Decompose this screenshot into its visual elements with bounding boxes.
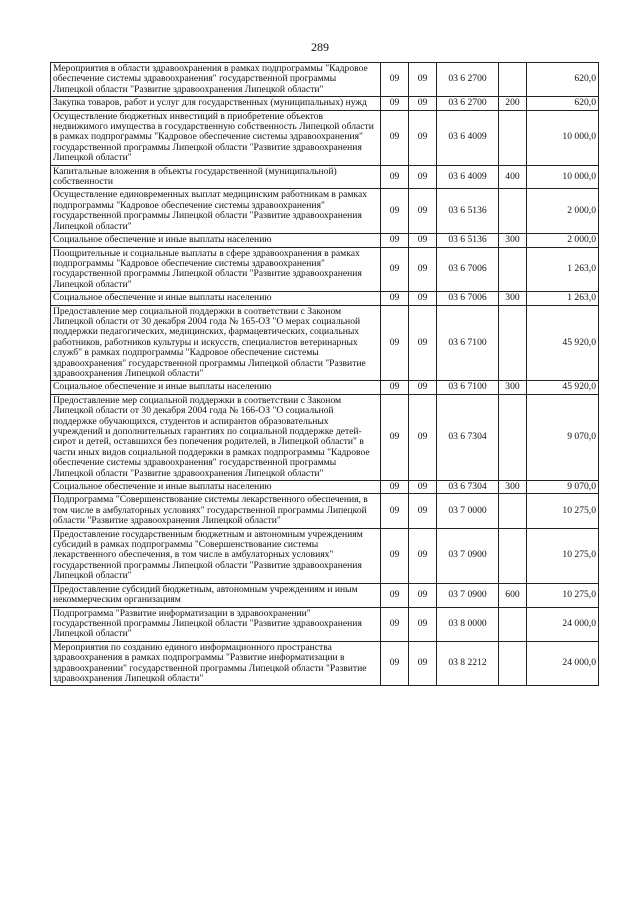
row-section: 09 — [381, 583, 409, 607]
row-name: Социальное обеспечение и иные выплаты населению — [51, 234, 381, 247]
table-row — [51, 165, 599, 189]
table-row — [51, 381, 599, 394]
row-name: Социальное обеспечение и иные выплаты населению — [51, 381, 381, 394]
row-subsection: 09 — [409, 189, 437, 234]
row-sum: 10 000,0 — [527, 110, 599, 165]
row-section: 09 — [381, 305, 409, 381]
table-row — [51, 394, 599, 480]
row-target-article: 03 6 7304 — [437, 481, 499, 494]
row-name: Предоставление мер социальной поддержки в соответствии с Законом Липецкой области от 30 декабря 2004 года № 165-ОЗ "О мерах социальной поддержки педагогических, медицинских, фармацевтических, социальных работников, работников культуры и искусств, специалистов ветеринарных служб" в рамках подпрограммы "Кадровое обеспечение системы здравоохранения" государственной программы Липецкой области "Развитие здравоохранения Липецкой области" — [51, 305, 381, 381]
row-section: 09 — [381, 528, 409, 583]
row-name: Предоставление государственным бюджетным и автономным учреждениям субсидий в рамках подпрограммы "Совершенствование системы лекарственного обеспечения, в том числе в амбулаторных условиях" государственной программы Липецкой области "Развитие здравоохранения Липецкой области" — [51, 528, 381, 583]
row-sum: 45 920,0 — [527, 305, 599, 381]
row-subsection: 09 — [409, 305, 437, 381]
row-sum: 620,0 — [527, 97, 599, 110]
row-expense-type — [499, 305, 527, 381]
row-sum: 10 275,0 — [527, 528, 599, 583]
row-subsection: 09 — [409, 165, 437, 189]
row-target-article: 03 6 5136 — [437, 189, 499, 234]
row-subsection: 09 — [409, 528, 437, 583]
row-target-article: 03 7 0900 — [437, 583, 499, 607]
row-section: 09 — [381, 607, 409, 641]
table-row — [51, 641, 599, 686]
row-subsection: 09 — [409, 234, 437, 247]
row-name: Предоставление субсидий бюджетным, автономным учреждениям и иным некоммерческим организациям — [51, 583, 381, 607]
row-name: Осуществление бюджетных инвестиций в приобретение объектов недвижимого имущества в государственную собственность Липецкой области в рамках подпрограммы "Кадровое обеспечение системы здравоохранения" государственной программы Липецкой области "Развитие здравоохранения Липецкой области" — [51, 110, 381, 165]
row-sum: 24 000,0 — [527, 607, 599, 641]
row-target-article: 03 6 7006 — [437, 292, 499, 305]
row-section: 09 — [381, 394, 409, 480]
row-name: Социальное обеспечение и иные выплаты населению — [51, 292, 381, 305]
row-section: 09 — [381, 292, 409, 305]
row-name: Мероприятия по созданию единого информационного пространства здравоохранения в рамках подпрограммы "Развитие информатизации в здравоохранении" государственной программы Липецкой области "Развитие здравоохранения Липецкой области" — [51, 641, 381, 686]
row-section: 09 — [381, 234, 409, 247]
row-expense-type — [499, 528, 527, 583]
row-target-article: 03 6 7100 — [437, 305, 499, 381]
row-target-article: 03 7 0900 — [437, 528, 499, 583]
table-row — [51, 292, 599, 305]
table-row — [51, 97, 599, 110]
row-name: Осуществление единовременных выплат медицинским работникам в рамках подпрограммы "Кадровое обеспечение системы здравоохранения" государственной программы Липецкой области "Развитие здравоохранения Липецкой области" — [51, 189, 381, 234]
row-target-article: 03 6 2700 — [437, 97, 499, 110]
row-expense-type: 600 — [499, 583, 527, 607]
row-sum: 10 000,0 — [527, 165, 599, 189]
row-expense-type — [499, 63, 527, 97]
row-subsection: 09 — [409, 110, 437, 165]
row-section: 09 — [381, 247, 409, 292]
table-row — [51, 305, 599, 381]
row-expense-type: 300 — [499, 234, 527, 247]
row-subsection: 09 — [409, 247, 437, 292]
row-subsection: 09 — [409, 292, 437, 305]
row-name: Капитальные вложения в объекты государственной (муниципальной) собственности — [51, 165, 381, 189]
table-row — [51, 110, 599, 165]
row-expense-type: 300 — [499, 381, 527, 394]
row-sum: 24 000,0 — [527, 641, 599, 686]
row-target-article: 03 6 2700 — [437, 63, 499, 97]
row-expense-type: 300 — [499, 292, 527, 305]
row-expense-type: 200 — [499, 97, 527, 110]
row-target-article: 03 6 4009 — [437, 165, 499, 189]
row-name: Подпрограмма "Развитие информатизации в здравоохранении" государственной программы Липецкой области "Развитие здравоохранения Липецкой области" — [51, 607, 381, 641]
row-section: 09 — [381, 381, 409, 394]
row-section: 09 — [381, 110, 409, 165]
row-sum: 45 920,0 — [527, 381, 599, 394]
table-row — [51, 247, 599, 292]
row-target-article: 03 6 7304 — [437, 394, 499, 480]
row-name: Социальное обеспечение и иные выплаты населению — [51, 481, 381, 494]
row-subsection: 09 — [409, 394, 437, 480]
row-subsection: 09 — [409, 607, 437, 641]
row-section: 09 — [381, 641, 409, 686]
row-expense-type — [499, 394, 527, 480]
table-row — [51, 234, 599, 247]
row-expense-type — [499, 189, 527, 234]
row-section: 09 — [381, 481, 409, 494]
row-sum: 1 263,0 — [527, 247, 599, 292]
row-subsection: 09 — [409, 641, 437, 686]
row-section: 09 — [381, 189, 409, 234]
row-name: Поощрительные и социальные выплаты в сфере здравоохранения в рамках подпрограммы "Кадровое обеспечение системы здравоохранения" государственной программы Липецкой области "Развитие здравоохранения Липецкой области" — [51, 247, 381, 292]
table-row — [51, 189, 599, 234]
row-expense-type — [499, 247, 527, 292]
row-expense-type: 300 — [499, 481, 527, 494]
budget-table-body — [51, 63, 599, 686]
row-subsection: 09 — [409, 63, 437, 97]
row-target-article: 03 8 0000 — [437, 607, 499, 641]
row-target-article: 03 6 4009 — [437, 110, 499, 165]
row-sum: 10 275,0 — [527, 494, 599, 528]
table-row — [51, 528, 599, 583]
row-target-article: 03 8 2212 — [437, 641, 499, 686]
row-target-article: 03 7 0000 — [437, 494, 499, 528]
row-name: Закупка товаров, работ и услуг для государственных (муниципальных) нужд — [51, 97, 381, 110]
row-target-article: 03 6 7006 — [437, 247, 499, 292]
row-subsection: 09 — [409, 583, 437, 607]
row-target-article: 03 6 5136 — [437, 234, 499, 247]
row-sum: 2 000,0 — [527, 234, 599, 247]
row-expense-type — [499, 110, 527, 165]
row-name: Подпрограмма "Совершенствование системы лекарственного обеспечения, в том числе в амбулаторных условиях" государственной программы Липецкой области "Развитие здравоохранения Липецкой области" — [51, 494, 381, 528]
row-name: Предоставление мер социальной поддержки в соответствии с Законом Липецкой области от 30 декабря 2004 года № 166-ОЗ "О социальной поддержке обучающихся, студентов и аспирантов образовательных учреждений и дополнительных гарантиях по социальной поддержке детей-сирот и детей, оставшихся без попечения родителей, в Липецкой области" в части иных видов социальной поддержки в рамках подпрограммы "Кадровое обеспечение системы здравоохранения" государственной программы Липецкой области "Развитие здравоохранения Липецкой области" — [51, 394, 381, 480]
row-section: 09 — [381, 97, 409, 110]
row-sum: 10 275,0 — [527, 583, 599, 607]
row-section: 09 — [381, 165, 409, 189]
table-row — [51, 583, 599, 607]
row-sum: 9 070,0 — [527, 481, 599, 494]
row-expense-type — [499, 494, 527, 528]
row-sum: 620,0 — [527, 63, 599, 97]
row-sum: 1 263,0 — [527, 292, 599, 305]
table-row — [51, 607, 599, 641]
page-number: 289 — [311, 40, 329, 54]
row-subsection: 09 — [409, 381, 437, 394]
table-row — [51, 494, 599, 528]
row-expense-type — [499, 607, 527, 641]
table-row — [51, 481, 599, 494]
row-sum: 9 070,0 — [527, 394, 599, 480]
row-name: Мероприятия в области здравоохранения в рамках подпрограммы "Кадровое обеспечение системы здравоохранения" государственной программы Липецкой области "Развитие здравоохранения Липецкой области" — [51, 63, 381, 97]
row-expense-type — [499, 641, 527, 686]
row-section: 09 — [381, 63, 409, 97]
row-expense-type: 400 — [499, 165, 527, 189]
row-section: 09 — [381, 494, 409, 528]
table-row — [51, 63, 599, 97]
row-subsection: 09 — [409, 481, 437, 494]
row-subsection: 09 — [409, 97, 437, 110]
row-sum: 2 000,0 — [527, 189, 599, 234]
row-target-article: 03 6 7100 — [437, 381, 499, 394]
budget-table — [50, 62, 599, 686]
row-subsection: 09 — [409, 494, 437, 528]
